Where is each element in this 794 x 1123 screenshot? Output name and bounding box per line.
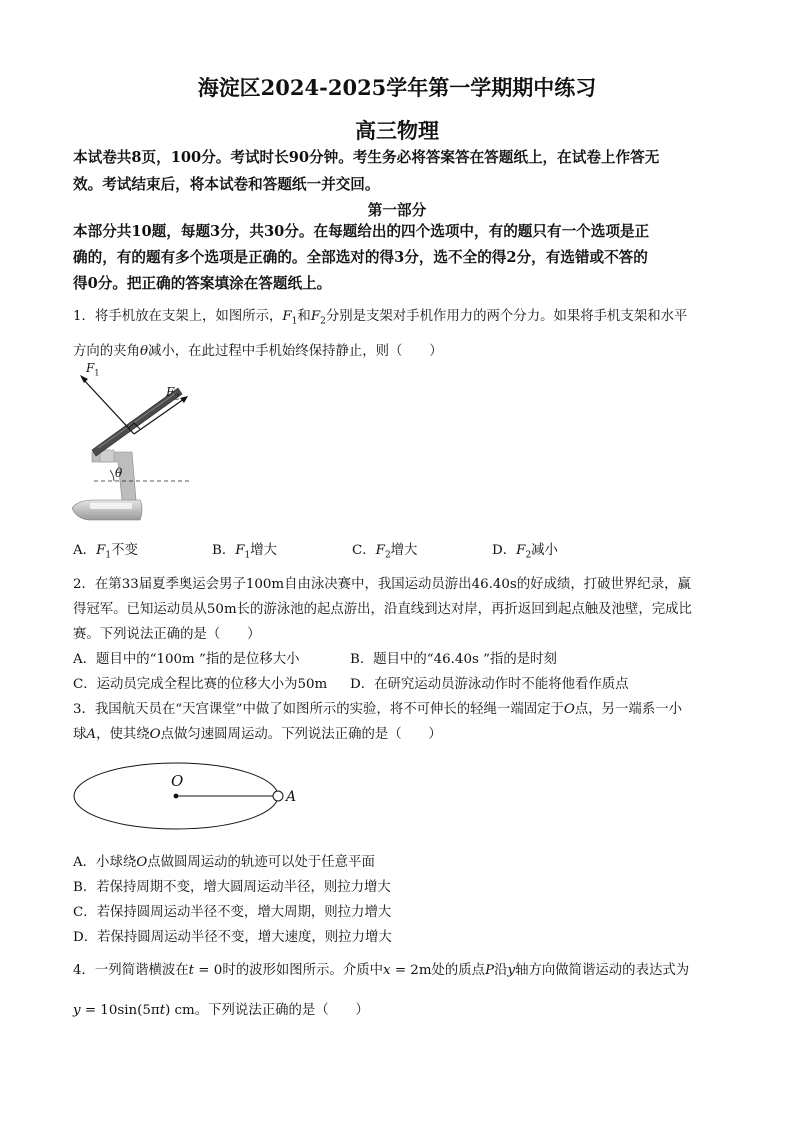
fig-label-f2: $F_2$ xyxy=(166,385,180,402)
q2-option-b: B．题目中的“46.40s ”指的是时刻 xyxy=(350,652,557,667)
intro-line-2: 效。考试结束后，将本试卷和答题纸一并交回。 xyxy=(73,176,380,193)
q3-option-a: A．小球绕O点做圆周运动的轨迹可以处于任意平面 xyxy=(73,855,375,870)
subject-title: 高三物理 xyxy=(355,118,439,143)
q3-option-b: B．若保持周期不变，增大圆周运动半径，则拉力增大 xyxy=(73,880,391,895)
q2-option-c: C．运动员完成全程比赛的位移大小为50m xyxy=(73,677,328,692)
q1-option-b: B．$F_1$增大 xyxy=(212,543,278,561)
q1-option-d: D．$F_2$减小 xyxy=(492,543,558,561)
fig-label-f1: $F_1$ xyxy=(86,361,100,378)
q2-option-a: A．题目中的“100m ”指的是位移大小 xyxy=(73,652,300,667)
q1-option-a: A．$F_1$不变 xyxy=(73,543,138,561)
exam-title: 海淀区2024-2025学年第一学期期中练习 xyxy=(197,75,597,100)
q1-option-c: C．$F_2$增大 xyxy=(352,543,418,561)
section-line-3: 得0分。把正确的答案填涂在答题纸上。 xyxy=(73,275,332,292)
q4-line-2: y = 10sin(5πt) cm。下列说法正确的是（ ） xyxy=(73,1003,369,1018)
q3-option-d: D．若保持圆周运动半径不变，增大速度，则拉力增大 xyxy=(73,930,392,945)
q1-stem-line-2: 方向的夹角θ减小，在此过程中手机始终保持静止，则（ ） xyxy=(73,344,443,359)
phone-stand-figure xyxy=(70,358,200,528)
q2-line-3: 赛。下列说法正确的是（ ） xyxy=(73,627,261,642)
section-line-2: 确的，有的题有多个选项是正确的。全部选对的得3分，选不全的得2分，有选错或不答的 xyxy=(73,249,648,266)
q2-line-1: 2．在第33届夏季奥运会男子100m自由泳决赛中，我国运动员游出46.40s的好成绩，打破世界纪录，赢 xyxy=(73,577,691,592)
q3-line-1: 3．我国航天员在“天宫课堂”中做了如图所示的实验，将不可伸长的轻绳一端固定于O点，另一端系一小 xyxy=(73,702,682,717)
fig-label-a: A xyxy=(286,789,297,805)
section-title: 第一部分 xyxy=(367,202,427,219)
q2-line-2: 得冠军。已知运动员从50m长的游泳池的起点游出，沿直线到达对岸，再折返回到起点触及池壁，完成比 xyxy=(73,602,692,617)
q1-stem-line-1: 1．将手机放在支架上，如图所示，$F_1$和$F_2$分别是支架对手机作用力的两个分力。如果将手机支架和水平 xyxy=(73,309,688,327)
q3-line-2: 球A，使其绕O点做匀速圆周运动。下列说法正确的是（ ） xyxy=(73,727,442,742)
q4-line-1: 4．一列简谐横波在t = 0时的波形如图所示。介质中x = 2m处的质点P沿y轴方向做简谐运动的表达式为 xyxy=(73,963,690,978)
fig-label-o: O xyxy=(171,772,184,790)
intro-line-1: 本试卷共8页，100分。考试时长90分钟。考生务必将答案答在答题纸上，在试卷上作答无 xyxy=(73,149,660,166)
q3-option-c: C．若保持圆周运动半径不变，增大周期，则拉力增大 xyxy=(73,905,392,920)
q2-option-d: D．在研究运动员游泳动作时不能将他看作质点 xyxy=(350,677,629,692)
fig-label-theta: θ xyxy=(115,466,123,480)
circular-motion-figure xyxy=(70,760,310,840)
section-line-1: 本部分共10题，每题3分，共30分。在每题给出的四个选项中，有的题只有一个选项是正 xyxy=(73,223,650,240)
